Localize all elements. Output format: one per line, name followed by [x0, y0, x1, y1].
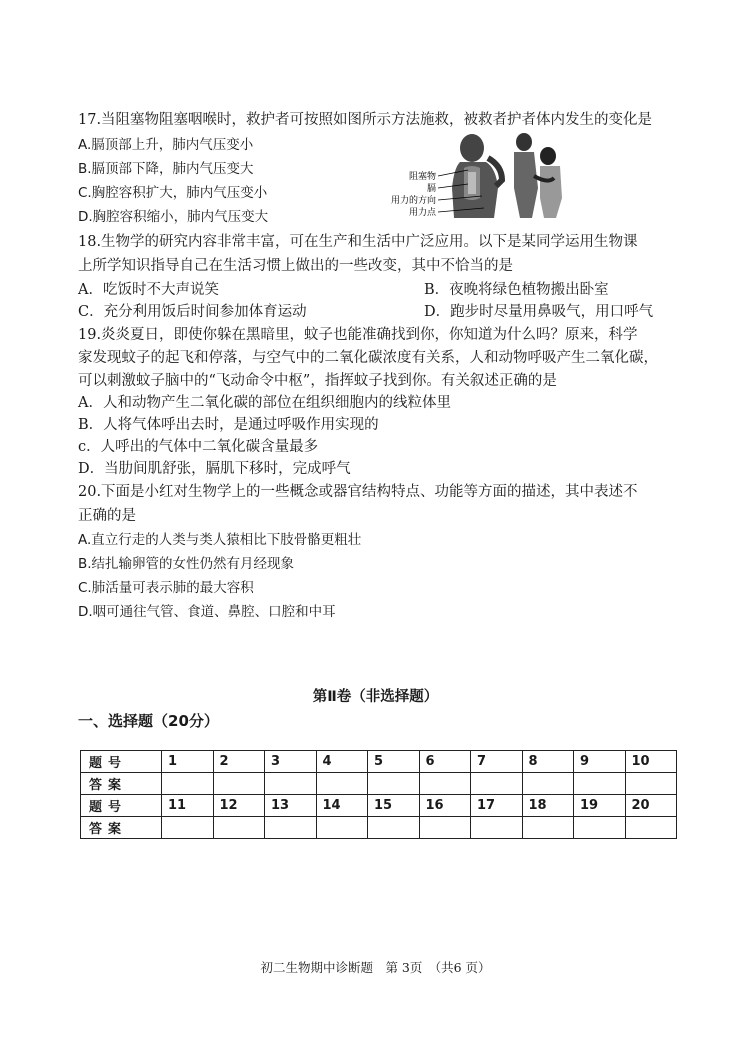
answer-cell[interactable]	[265, 773, 317, 795]
answer-cell[interactable]	[574, 817, 626, 839]
answer-cell[interactable]	[471, 773, 523, 795]
number-cell: 11	[162, 795, 214, 817]
q18-stem-line-2: 上所学知识指导自己在生活习惯上做出的一些改变，其中不恰当的是	[78, 258, 513, 274]
number-cell: 8	[522, 751, 574, 773]
answer-cell[interactable]	[368, 773, 420, 795]
number-cell: 15	[368, 795, 420, 817]
number-cell: 18	[522, 795, 574, 817]
row-header-number: 题号	[81, 795, 162, 817]
answer-cell[interactable]	[625, 817, 677, 839]
q17-option-a: A.膈顶部上升，肺内气压变小	[78, 137, 254, 153]
q18-option-b: B．夜晚将绿色植物搬出卧室	[424, 282, 609, 298]
q19-option-d: D．当肋间肌舒张，膈肌下移时，完成呼气	[78, 461, 351, 477]
label-force-direction: 用力的方向	[390, 196, 436, 206]
answer-cell[interactable]	[419, 773, 471, 795]
table-row	[81, 817, 677, 839]
q19-stem-line-2: 家发现蚊子的起飞和停落，与空气中的二氧化碳浓度有关系，人和动物呼吸产生二氧化碳，	[78, 350, 658, 366]
number-cell: 4	[316, 751, 368, 773]
number-cell: 5	[368, 751, 420, 773]
q17-stem: 17.当阻塞物阻塞咽喉时，救护者可按照如图所示方法施救，被救者护者体内发生的变化是	[78, 112, 653, 128]
answer-cell[interactable]	[522, 773, 574, 795]
heimlich-maneuver-figure	[390, 128, 574, 220]
q17-option-c: C.胸腔容积扩大，肺内气压变小	[78, 185, 268, 201]
answer-cell[interactable]	[162, 773, 214, 795]
section-title: 第Ⅱ卷（非选择题）	[312, 689, 439, 705]
number-cell: 2	[213, 751, 265, 773]
answer-cell[interactable]	[316, 817, 368, 839]
q19-stem-line-3: 可以刺激蚊子脑中的“飞动命令中枢”，指挥蚊子找到你。有关叙述正确的是	[78, 373, 557, 389]
number-cell: 13	[265, 795, 317, 817]
number-cell: 6	[419, 751, 471, 773]
q18-option-d: D．跑步时尽量用鼻吸气，用口呼气	[424, 304, 654, 320]
answer-cell[interactable]	[213, 773, 265, 795]
number-cell: 7	[471, 751, 523, 773]
page-footer: 初二生物期中诊断题 第 3页 （共6 页）	[260, 960, 491, 975]
label-force-point: 用力点	[408, 208, 436, 218]
q18-option-a: A．吃饭时不大声说笑	[78, 282, 219, 298]
q17-option-d: D.胸腔容积缩小，肺内气压变大	[78, 209, 269, 225]
answer-cell[interactable]	[522, 817, 574, 839]
q19-option-c: c．人呼出的气体中二氧化碳含量最多	[78, 439, 319, 455]
answer-cell[interactable]	[368, 817, 420, 839]
q18-option-c: C．充分利用饭后时间参加体育运动	[78, 304, 307, 320]
row-header-answer: 答案	[81, 817, 162, 839]
label-obstruction: 阻塞物	[408, 172, 436, 182]
q20-stem-line-1: 20.下面是小红对生物学上的一些概念或器官结构特点、功能等方面的描述，其中表述不	[78, 484, 638, 500]
answer-table	[80, 750, 677, 839]
q17-option-b: B.膈顶部下降，肺内气压变大	[78, 161, 254, 177]
answer-cell[interactable]	[213, 817, 265, 839]
q20-option-d: D.咽可通往气管、食道、鼻腔、口腔和中耳	[78, 604, 336, 620]
q20-option-b: B.结扎输卵管的女性仍然有月经现象	[78, 556, 295, 572]
answer-cell[interactable]	[162, 817, 214, 839]
table-row	[81, 795, 677, 817]
number-cell: 12	[213, 795, 265, 817]
answer-cell[interactable]	[316, 773, 368, 795]
q19-stem-line-1: 19.炎炎夏日，即使你躲在黑暗里，蚊子也能准确找到你，你知道为什么吗？原来，科学	[78, 327, 638, 343]
q20-stem-line-2: 正确的是	[78, 508, 136, 524]
number-cell: 16	[419, 795, 471, 817]
answer-cell[interactable]	[574, 773, 626, 795]
row-header-answer: 答案	[81, 773, 162, 795]
answer-cell[interactable]	[625, 773, 677, 795]
q18-stem-line-1: 18.生物学的研究内容非常丰富，可在生产和生活中广泛应用。以下是某同学运用生物课	[78, 234, 638, 250]
number-cell: 19	[574, 795, 626, 817]
table-row	[81, 773, 677, 795]
q20-option-c: C.肺活量可表示肺的最大容积	[78, 580, 254, 596]
table-row	[81, 751, 677, 773]
number-cell: 20	[625, 795, 677, 817]
answer-cell[interactable]	[419, 817, 471, 839]
number-cell: 9	[574, 751, 626, 773]
row-header-number: 题号	[81, 751, 162, 773]
answer-cell[interactable]	[265, 817, 317, 839]
number-cell: 17	[471, 795, 523, 817]
heimlich-illustration	[390, 128, 574, 220]
label-diaphragm: 膈	[426, 184, 436, 194]
number-cell: 14	[316, 795, 368, 817]
number-cell: 10	[625, 751, 677, 773]
q19-option-a: A．人和动物产生二氧化碳的部位在组织细胞内的线粒体里	[78, 395, 451, 411]
number-cell: 1	[162, 751, 214, 773]
q20-option-a: A.直立行走的人类与类人猿相比下肢骨骼更粗壮	[78, 532, 362, 548]
answer-cell[interactable]	[471, 817, 523, 839]
number-cell: 3	[265, 751, 317, 773]
q19-option-b: B．人将气体呼出去时，是通过呼吸作用实现的	[78, 417, 379, 433]
part-heading: 一、选择题（20分）	[78, 712, 219, 730]
